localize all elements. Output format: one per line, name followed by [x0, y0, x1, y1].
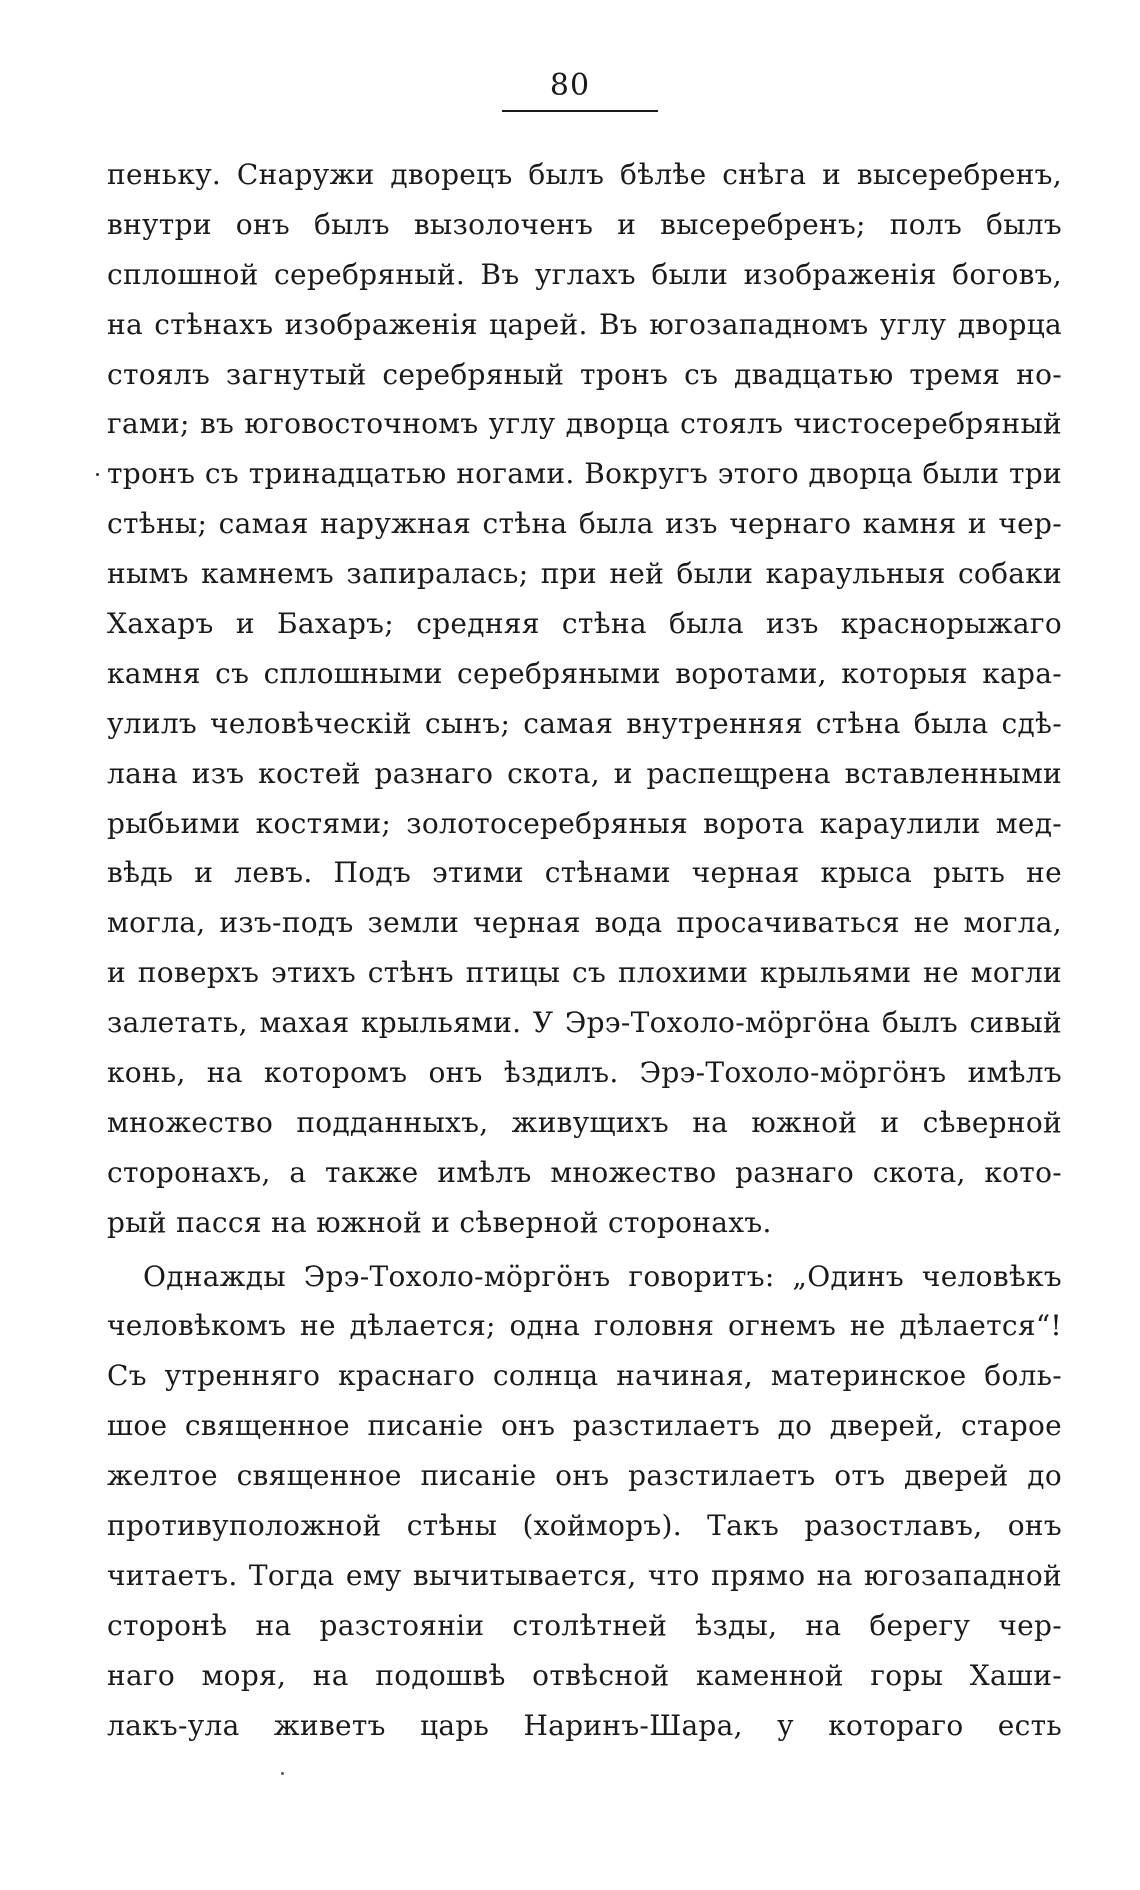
text-line: Хахаръ и Бахаръ; средняя стѣна была изъ краснорыжаго	[107, 607, 1062, 641]
text-line: и поверхъ этихъ стѣнъ птицы съ плохими крыльями не могли	[107, 956, 1062, 990]
text-line: на стѣнахъ изображенія царей. Въ югозападномъ углу дворца	[107, 307, 1062, 341]
text-line: множество подданныхъ, живущихъ на южной и сѣверной	[107, 1105, 1062, 1139]
text-line: желтое священное писаніе онъ разстилаетъ отъ дверей до	[107, 1459, 1062, 1493]
text-line: залетать, махая крыльями. У Эрэ-Тохоло-мöргöна былъ сивый	[107, 1006, 1062, 1040]
text-line: вѣдь и левъ. Подъ этими стѣнами черная крыса рыть не	[107, 856, 1062, 890]
text-line: рыбьими костями; золотосеребряныя ворота караулили мед-	[107, 806, 1062, 840]
text-line: наго моря, на подошвѣ отвѣсной каменной горы Хаши-	[107, 1658, 1062, 1692]
text-line: Съ утренняго краснаго солнца начиная, материнское боль-	[107, 1359, 1062, 1393]
paragraph	[107, 1252, 1062, 1751]
text-line: Однажды Эрэ-Тохоло-мöргöнъ говоритъ: „Одинъ человѣкъ	[143, 1259, 1062, 1293]
text-line: стѣны; самая наружная стѣна была изъ чернаго камня и чер-	[107, 507, 1062, 541]
text-line: камня съ сплошными серебряными воротами, которыя кара-	[107, 656, 1062, 690]
text-line: могла, изъ-подъ земли черная вода просачиваться не могла,	[107, 906, 1062, 940]
text-line: сплошной серебряный. Въ углахъ были изображенія боговъ,	[107, 257, 1062, 291]
text-line: стоялъ загнутый серебряный тронъ съ двадцатью тремя но-	[107, 357, 1062, 391]
text-line: лана изъ костей разнаго скота, и распещрена вставленными	[107, 756, 1062, 790]
text-line: сторонѣ на разстояніи столѣтней ѣзды, на берегу чер-	[107, 1608, 1062, 1642]
text-line: конь, на которомъ онъ ѣздилъ. Эрэ-Тохоло-мöргöнъ имѣлъ	[107, 1056, 1062, 1090]
print-speck	[281, 1772, 284, 1775]
text-line: нымъ камнемъ запиралась; при ней были караульныя собаки	[107, 557, 1062, 591]
text-line: лакъ-ула живетъ царь Наринъ-Шара, у котораго есть	[107, 1708, 1062, 1742]
text-line: тронъ съ тринадцатью ногами. Вокругъ этого дворца были три	[107, 457, 1062, 491]
text-line: шое священное писаніе онъ разстилаетъ до дверей, старое	[107, 1409, 1062, 1443]
text-line: читаетъ. Тогда ему вычитывается, что прямо на югозападной	[107, 1558, 1062, 1592]
text-line: человѣкомъ не дѣлается; одна головня огнемъ не дѣлается“!	[107, 1309, 1062, 1343]
text-line: внутри онъ былъ вызолоченъ и высеребренъ; полъ былъ	[107, 207, 1062, 241]
text-line: гами; въ юговосточномъ углу дворца стоялъ чистосеребряный	[107, 407, 1062, 441]
margin-mark	[96, 473, 99, 476]
text-line: пеньку. Снаружи дворецъ былъ бѣлѣе снѣга и высеребренъ,	[107, 158, 1062, 191]
body-text	[107, 150, 1062, 1751]
page-number-rule	[502, 110, 658, 112]
page-number: 80	[549, 68, 591, 103]
text-line: рый пасся на южной и сѣверной сторонахъ.	[107, 1205, 772, 1239]
paragraph	[107, 150, 1062, 1248]
text-line: сторонахъ, а также имѣлъ множество разнаго скота, кото-	[107, 1155, 1062, 1189]
text-line: улилъ человѣческій сынъ; самая внутренняя стѣна была сдѣ-	[107, 706, 1062, 740]
text-line: противуположной стѣны (хойморъ). Такъ разостлавъ, онъ	[107, 1509, 1062, 1543]
